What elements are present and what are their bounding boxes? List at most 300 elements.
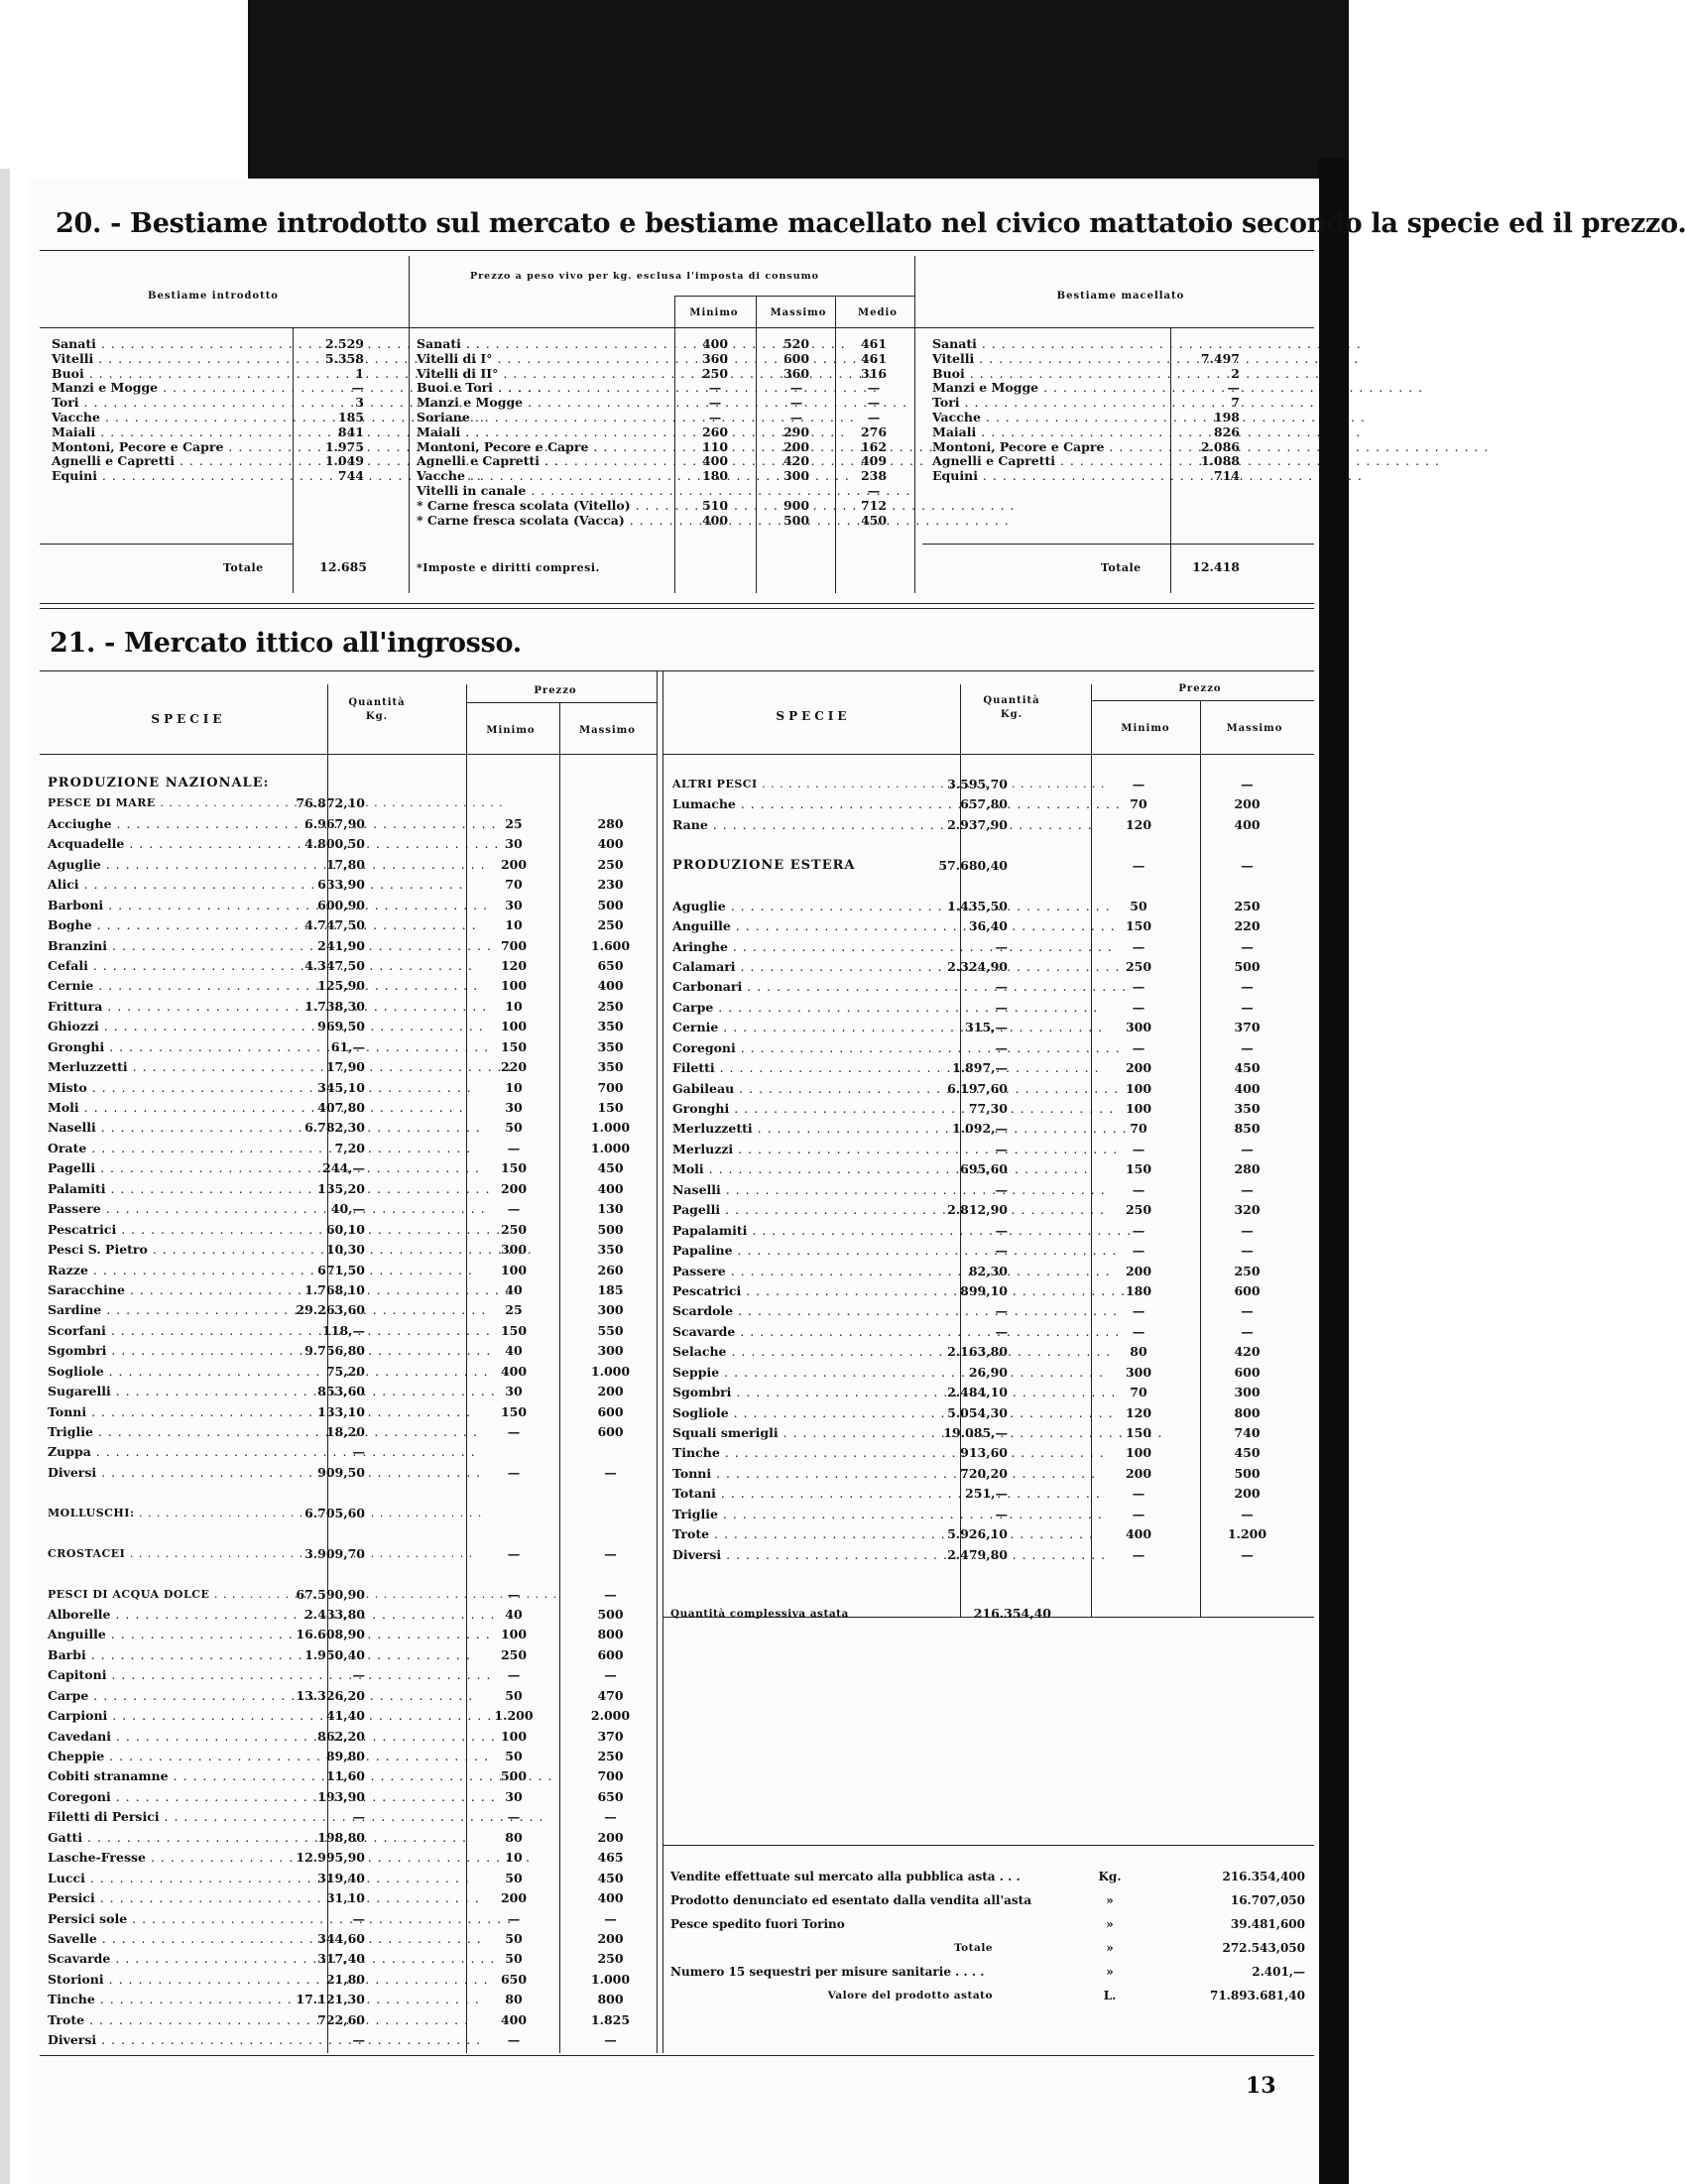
table-row: [672, 937, 1312, 957]
row-max: 280: [597, 815, 624, 831]
row-quantity: 40,—: [330, 1201, 365, 1217]
table-row: [48, 1970, 653, 1990]
row-name: Maiali . . .: [52, 425, 275, 440]
row-max: 250: [597, 856, 624, 872]
row-name: Sogliole . . .: [48, 1362, 313, 1382]
table-row: [48, 1220, 653, 1240]
table-row: [672, 1524, 1312, 1544]
row-name: Agnelli e Capretti . . .: [417, 454, 669, 469]
row-name: ALTRI PESCI . . .: [672, 775, 950, 794]
row-min: 150: [1125, 1161, 1152, 1177]
row-quantity: 600,90: [317, 897, 365, 912]
table-row: [52, 352, 374, 367]
summary-label: Valore del prodotto astato: [827, 1990, 993, 2002]
row-min: 50: [505, 1687, 523, 1703]
row-name: Manzi e Mogge . . .: [417, 396, 669, 411]
row-max: 350: [1234, 1101, 1261, 1116]
row-min: 70: [1130, 1121, 1147, 1137]
table-21-right-column: [672, 775, 1312, 1565]
row-max: 250: [597, 1749, 624, 1763]
table-row: [48, 1017, 653, 1036]
row-quantity: 241,90: [317, 937, 365, 953]
row-value: 1.975: [324, 438, 364, 454]
row-name: Montoni, Pecore e Capre . . .: [932, 440, 1165, 455]
row-quantity: 969,50: [317, 1019, 365, 1034]
table-row: [672, 1505, 1312, 1524]
row-min: 250: [1125, 958, 1152, 974]
row-name: Persici . . .: [48, 1888, 313, 1908]
row-name: Filetti di Persici . . .: [48, 1807, 313, 1827]
col-header-macellato: Bestiame macellato: [1056, 291, 1185, 302]
row-min: —: [1132, 1243, 1145, 1259]
row-name: Merluzzi . . .: [672, 1140, 950, 1159]
row-name: Scorfani . . .: [48, 1321, 313, 1341]
row-max: —: [789, 395, 803, 411]
summary-unit: L.: [1103, 1989, 1117, 2002]
row-value: 7: [1231, 395, 1240, 411]
row-max: 600: [1234, 1282, 1261, 1298]
row-name: Equini . . .: [932, 469, 1165, 484]
table-row: [417, 454, 903, 469]
row-min: 200: [1125, 1060, 1152, 1076]
row-name: Vitelli . . .: [932, 352, 1165, 367]
table-row: [932, 381, 1309, 396]
row-name: Tinche . . .: [672, 1443, 950, 1463]
table-row: [48, 997, 653, 1017]
row-name: Calamari . . .: [672, 957, 950, 977]
totale-macellato-label: Totale: [1101, 561, 1142, 574]
row-min: 100: [1125, 1101, 1152, 1116]
row-quantity: 251,—: [965, 1486, 1008, 1502]
qta-complessiva-value: 216.354,40: [973, 1606, 1051, 1621]
row-min: —: [1132, 1039, 1145, 1055]
row-name: Scavarde . . .: [48, 1949, 313, 1969]
table-row: [672, 977, 1312, 997]
row-max: —: [1241, 777, 1254, 791]
row-max: 1.000: [590, 1140, 631, 1155]
row-max: 130: [597, 1201, 624, 1217]
row-min: —: [1132, 1222, 1145, 1238]
row-quantity: 6.782,30: [304, 1120, 365, 1136]
table-row: [672, 1363, 1312, 1383]
row-min: 40: [505, 1606, 523, 1622]
table-row: [672, 1241, 1312, 1261]
row-min: 80: [505, 1992, 523, 2007]
row-min: 400: [701, 336, 729, 351]
row-quantity: 315,—: [965, 1020, 1008, 1035]
row-quantity: 6.705,60: [304, 1505, 365, 1520]
row-min: 400: [500, 2011, 528, 2027]
row-name: Cobiti stranamne . . .: [48, 1766, 313, 1786]
table-row: [932, 454, 1309, 469]
row-quantity: 4.747,50: [304, 917, 365, 933]
row-quantity: 2.479,80: [947, 1546, 1008, 1562]
row-max: 360: [783, 365, 810, 381]
row-name: * Carne fresca scolata (Vacca) . . .: [417, 514, 669, 529]
table-row: [48, 1382, 653, 1401]
table-row: [48, 1321, 653, 1341]
row-max: —: [604, 1464, 617, 1480]
row-max: —: [1241, 1506, 1254, 1521]
row-min: 10: [505, 1079, 523, 1095]
row-min: 250: [500, 1646, 528, 1662]
row-quantity: 29.263,60: [296, 1302, 365, 1318]
row-quantity: —: [352, 1809, 365, 1825]
table-row: [48, 1504, 653, 1523]
row-name: Capitoni . . .: [48, 1665, 313, 1685]
row-max: 740: [1234, 1425, 1261, 1440]
row-max: 350: [597, 1038, 624, 1054]
row-max: —: [1241, 1243, 1254, 1259]
table-row: [672, 815, 1312, 835]
table-row: [672, 1119, 1312, 1139]
row-quantity: 18,20: [325, 1424, 365, 1439]
table-row: [672, 835, 1312, 855]
table-row: [932, 425, 1309, 440]
row-min: 120: [500, 957, 528, 973]
row-quantity: 1.738,30: [304, 998, 365, 1014]
row-quantity: —: [995, 1506, 1008, 1521]
row-name: Agnelli e Capretti . . .: [52, 454, 275, 469]
col-header-minimo-right: Minimo: [1121, 723, 1170, 734]
row-quantity: 3.909,70: [304, 1545, 365, 1561]
row-max: 800: [1234, 1404, 1261, 1420]
row-quantity: —: [995, 979, 1008, 995]
table-row: [52, 469, 374, 484]
table-row: [48, 1442, 653, 1462]
table-row: [672, 1464, 1312, 1484]
table-row: [48, 936, 653, 956]
row-name: Aguglie . . .: [672, 897, 950, 916]
table-row: [48, 1261, 653, 1280]
row-quantity: 2.433,80: [304, 1606, 365, 1622]
row-min: —: [507, 1809, 521, 1825]
row-name: Selache . . .: [672, 1342, 950, 1362]
table-row: [48, 1544, 653, 1564]
row-name: Anguille . . .: [48, 1625, 313, 1644]
table-row: [48, 1564, 653, 1584]
summary-unit: »: [1106, 1917, 1114, 1931]
table-row: [48, 915, 653, 935]
row-min: 150: [1125, 1425, 1152, 1440]
row-quantity: 133,10: [317, 1403, 365, 1419]
row-min: —: [507, 1464, 521, 1480]
row-quantity: 720,20: [960, 1465, 1008, 1481]
row-max: —: [1241, 1222, 1254, 1238]
row-min: —: [1132, 1141, 1145, 1156]
row-name: Pesci S. Pietro . . .: [48, 1240, 313, 1260]
row-max: 500: [597, 1606, 624, 1622]
table-row: [48, 2010, 653, 2030]
table-row: [932, 396, 1309, 411]
table-row: [672, 856, 1312, 876]
table-row: [48, 1665, 653, 1685]
row-name: Tori . . .: [52, 396, 275, 411]
table-row: [48, 1057, 653, 1077]
row-min: 200: [1125, 1465, 1152, 1481]
row-max: —: [604, 1809, 617, 1825]
row-max: 230: [597, 877, 624, 893]
row-min: —: [507, 1545, 521, 1561]
row-name: Vitelli di I° . . .: [417, 352, 669, 367]
row-min: 100: [1125, 1445, 1152, 1461]
row-max: —: [1241, 1303, 1254, 1319]
table-20-prezzi: [417, 337, 903, 528]
summary-block: [670, 1865, 1310, 2007]
row-name: Zuppa . . .: [48, 1442, 313, 1462]
row-value: 5.358: [324, 350, 364, 366]
table-row: [48, 1139, 653, 1158]
row-min: 250: [701, 365, 729, 381]
table-row: [48, 1625, 653, 1644]
summary-row: [670, 1984, 1310, 2007]
row-value: 2.529: [324, 336, 364, 351]
row-min: 30: [505, 897, 523, 912]
row-max: 260: [597, 1262, 624, 1277]
row-name: Carpe . . .: [672, 998, 950, 1018]
row-min: 150: [500, 1038, 528, 1054]
table-row: [52, 411, 374, 425]
row-min: —: [1132, 999, 1145, 1015]
row-min: 25: [505, 815, 523, 831]
table-row: [417, 367, 903, 382]
summary-label: Vendite effettuate sul mercato alla pubblica asta . . .: [670, 1870, 1021, 1883]
row-max: 185: [597, 1281, 624, 1297]
row-min: —: [507, 1667, 521, 1683]
row-value: 1.049: [324, 453, 364, 469]
row-max: 650: [597, 1788, 624, 1804]
row-name: Filetti . . .: [672, 1058, 950, 1078]
table-row: [417, 381, 903, 396]
table-row: [672, 1262, 1312, 1281]
row-quantity: 135,20: [317, 1180, 365, 1196]
row-max: 650: [597, 957, 624, 973]
row-name: Acciughe . . .: [48, 814, 313, 834]
row-value: 198: [1213, 409, 1240, 425]
row-quantity: 1.950,40: [304, 1646, 365, 1662]
table-row: [932, 469, 1309, 484]
row-med: —: [867, 395, 881, 411]
row-value: —: [1227, 380, 1240, 396]
row-name: Trote . . .: [48, 2010, 313, 2030]
row-name: Vitelli in canale . . .: [417, 484, 669, 499]
row-max: 600: [597, 1403, 624, 1419]
row-min: 1.200: [494, 1708, 534, 1724]
row-max: 500: [783, 512, 810, 528]
row-min: 30: [505, 1788, 523, 1804]
row-quantity: 10,30: [325, 1242, 365, 1258]
table-row: [932, 411, 1309, 425]
row-quantity: 31,10: [325, 1890, 365, 1906]
row-min: 150: [500, 1322, 528, 1338]
row-max: —: [789, 409, 803, 425]
row-max: 220: [1234, 918, 1261, 934]
row-max: 1.825: [590, 2011, 631, 2027]
row-name: Sanati . . .: [417, 337, 669, 352]
row-quantity: 317,40: [317, 1951, 365, 1967]
row-name: Gabileau . . .: [672, 1079, 950, 1099]
table-row: [48, 1645, 653, 1665]
row-min: —: [708, 395, 722, 411]
row-min: —: [1132, 1303, 1145, 1319]
table-row: [48, 1929, 653, 1949]
table-row: [48, 1585, 653, 1605]
row-quantity: 2.324,90: [947, 958, 1008, 974]
row-min: 300: [1125, 1020, 1152, 1035]
row-max: —: [1241, 1039, 1254, 1055]
row-min: 10: [505, 998, 523, 1014]
row-quantity: 244,—: [322, 1160, 365, 1176]
row-min: —: [1132, 979, 1145, 995]
row-name: PRODUZIONE ESTERA: [672, 857, 856, 873]
row-quantity: 7,20: [334, 1140, 365, 1155]
row-name: PESCE DI MARE . . .: [48, 793, 313, 813]
row-med: —: [867, 482, 881, 498]
row-min: —: [507, 1140, 521, 1155]
row-name: Cernie . . .: [48, 976, 313, 996]
row-max: 300: [597, 1343, 624, 1359]
row-min: 400: [701, 453, 729, 469]
row-min: 10: [505, 917, 523, 933]
row-name: Montoni, Pecore e Capre . . .: [417, 440, 669, 455]
row-max: 800: [597, 1992, 624, 2007]
row-max: 200: [1234, 796, 1261, 812]
row-name: Saracchine . . .: [48, 1280, 313, 1300]
row-max: —: [1241, 999, 1254, 1015]
row-name: Diversi . . .: [48, 1463, 313, 1483]
row-max: 300: [597, 1302, 624, 1318]
summary-label: Totale: [954, 1942, 993, 1954]
table-row: [48, 793, 653, 813]
row-max: 200: [1234, 1486, 1261, 1502]
row-name: Frittura . . .: [48, 997, 313, 1017]
table-20-title: 20. - Bestiame introdotto sul mercato e bestiame macellato nel civico mattatoio secondo la specie ed il prezzo.: [56, 208, 1686, 239]
row-name: Sogliole . . .: [672, 1403, 950, 1423]
table-row: [52, 396, 374, 411]
row-name: Alici . . .: [48, 875, 313, 895]
col-header-quantita-left: Quantità Kg.: [348, 697, 406, 722]
table-row: [932, 367, 1309, 382]
row-med: 461: [860, 350, 888, 366]
row-name: Seppie . . .: [672, 1363, 950, 1383]
table-row: [48, 1727, 653, 1747]
row-name: Naselli . . .: [672, 1180, 950, 1200]
row-name: Naselli . . .: [48, 1118, 313, 1138]
row-min: —: [1132, 1323, 1145, 1339]
col-header-prezzo-right: Prezzo: [1178, 683, 1222, 694]
table-row: [48, 1848, 653, 1868]
row-name: Sgombri . . .: [48, 1341, 313, 1361]
table-row: [48, 1078, 653, 1098]
row-max: 1.000: [590, 1363, 631, 1379]
row-name: Papaline . . .: [672, 1241, 950, 1261]
row-name: Cavedani . . .: [48, 1727, 313, 1747]
row-name: Gatti . . .: [48, 1828, 313, 1848]
row-min: 40: [505, 1281, 523, 1297]
table-row: [672, 957, 1312, 977]
row-min: 510: [701, 497, 729, 513]
row-max: 600: [597, 1646, 624, 1662]
row-max: 1.000: [590, 1120, 631, 1136]
row-max: —: [604, 1910, 617, 1926]
row-quantity: 26,90: [968, 1364, 1008, 1380]
row-max: —: [604, 1667, 617, 1683]
table-row: [417, 484, 903, 499]
row-max: 420: [783, 453, 810, 469]
row-min: —: [1132, 1546, 1145, 1562]
row-name: Buoi . . .: [932, 367, 1165, 382]
row-name: Anguille . . .: [672, 916, 950, 936]
row-min: 360: [701, 350, 729, 366]
row-quantity: 89,80: [325, 1749, 365, 1763]
row-min: 180: [701, 468, 729, 484]
summary-row: [670, 1936, 1310, 1960]
row-name: Orate . . .: [48, 1139, 313, 1158]
row-quantity: 21,80: [325, 1971, 365, 1987]
row-max: 280: [1234, 1161, 1261, 1177]
table-20-introdotto: [52, 337, 374, 484]
row-min: —: [507, 2032, 521, 2048]
row-min: 300: [1125, 1364, 1152, 1380]
row-min: 110: [701, 438, 729, 454]
table-row: [52, 454, 374, 469]
row-max: 520: [783, 336, 810, 351]
row-value: —: [351, 380, 364, 396]
table-row: [932, 352, 1309, 367]
row-quantity: 75,20: [325, 1363, 365, 1379]
row-name: Lasche-Fresse . . .: [48, 1848, 313, 1868]
row-name: Alborelle . . .: [48, 1605, 313, 1625]
row-med: 162: [860, 438, 888, 454]
row-quantity: 4.347,50: [304, 957, 365, 973]
row-max: 450: [597, 1870, 624, 1885]
row-value: 841: [337, 424, 364, 439]
table-row: [417, 337, 903, 352]
row-min: 30: [505, 836, 523, 852]
row-name: Passere . . .: [672, 1262, 950, 1281]
row-name: Boghe . . .: [48, 915, 313, 935]
row-max: 600: [1234, 1364, 1261, 1380]
row-name: Vitelli . . .: [52, 352, 275, 367]
table-row: [672, 1140, 1312, 1159]
row-name: Passere . . .: [48, 1199, 313, 1219]
row-quantity: 17.121,30: [296, 1992, 365, 2007]
row-quantity: 1.435,50: [947, 898, 1008, 913]
row-quantity: 6.967,90: [304, 815, 365, 831]
col-header-massimo-left: Massimo: [579, 725, 636, 736]
table-row: [48, 1179, 653, 1199]
row-quantity: 5.926,10: [947, 1526, 1008, 1542]
row-name: * Carne fresca scolata (Vitello) . . .: [417, 499, 669, 514]
table-row: [417, 514, 903, 529]
table-row: [52, 337, 374, 352]
row-max: 290: [783, 424, 810, 439]
row-quantity: —: [352, 1444, 365, 1460]
row-min: —: [1132, 1181, 1145, 1197]
row-value: 1.088: [1200, 453, 1240, 469]
row-quantity: 82,30: [968, 1263, 1008, 1278]
row-name: Savelle . . .: [48, 1929, 313, 1949]
row-name: Persici sole . . .: [48, 1909, 313, 1929]
table-row: [48, 1766, 653, 1786]
row-min: —: [708, 409, 722, 425]
row-quantity: 16.608,90: [296, 1627, 365, 1642]
row-max: 600: [783, 350, 810, 366]
row-quantity: —: [995, 1222, 1008, 1238]
page-number: 13: [1246, 2073, 1276, 2099]
table-row: [672, 1484, 1312, 1504]
table-row: [48, 1869, 653, 1888]
